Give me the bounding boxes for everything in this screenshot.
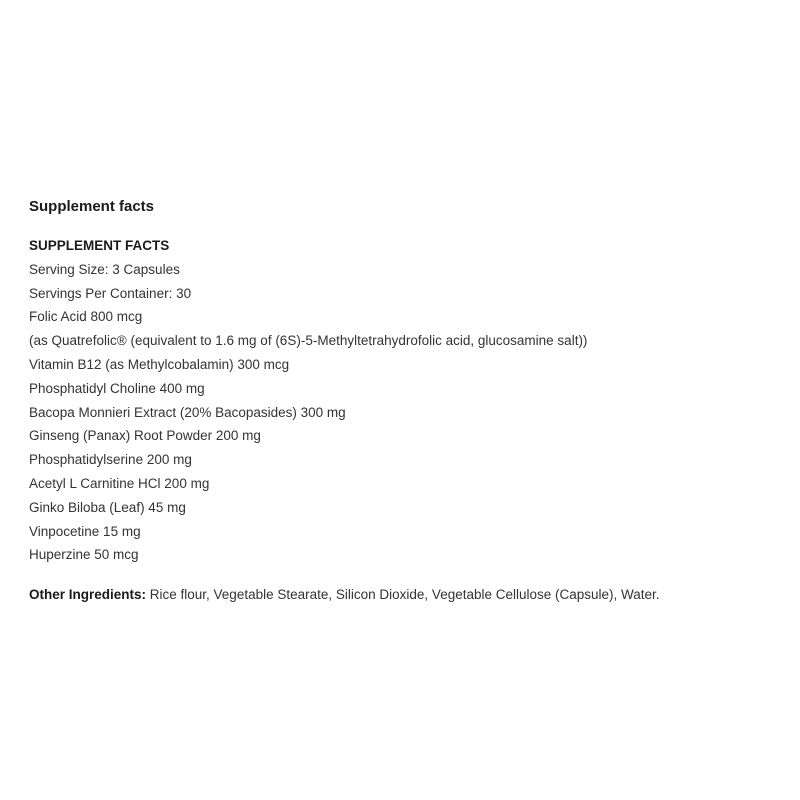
section-heading: Supplement facts [29, 198, 155, 215]
facts-line: Acetyl L Carnitine HCl 200 mg [29, 475, 210, 491]
facts-list [29, 258, 779, 567]
other-ingredients [29, 584, 779, 606]
facts-line: Serving Size: 3 Capsules [29, 261, 180, 277]
facts-line: Vitamin B12 (as Methylcobalamin) 300 mcg [29, 356, 290, 372]
facts-line: (as Quatrefolic® (equivalent to 1.6 mg of (6S)-5-Methyltetrahydrofolic acid, glucosamine salt)) [29, 333, 588, 349]
facts-line: Huperzine 50 mcg [29, 547, 139, 563]
facts-line: Folic Acid 800 mcg [29, 309, 143, 325]
facts-title: SUPPLEMENT FACTS [29, 238, 170, 253]
other-ingredients-text: Rice flour, Vegetable Stearate, Silicon Dioxide, Vegetable Cellulose (Capsule), Water. [146, 587, 660, 603]
supplement-facts-section [29, 196, 779, 606]
other-ingredients-label: Other Ingredients: [29, 587, 147, 603]
facts-line: Ginseng (Panax) Root Powder 200 mg [29, 428, 261, 444]
facts-line: Phosphatidyl Choline 400 mg [29, 380, 205, 396]
facts-line: Bacopa Monnieri Extract (20% Bacopasides) 300 mg [29, 404, 346, 420]
facts-line: Phosphatidylserine 200 mg [29, 452, 192, 468]
facts-line: Servings Per Container: 30 [29, 285, 192, 301]
facts-line: Ginko Biloba (Leaf) 45 mg [29, 499, 186, 515]
facts-line: Vinpocetine 15 mg [29, 523, 141, 539]
